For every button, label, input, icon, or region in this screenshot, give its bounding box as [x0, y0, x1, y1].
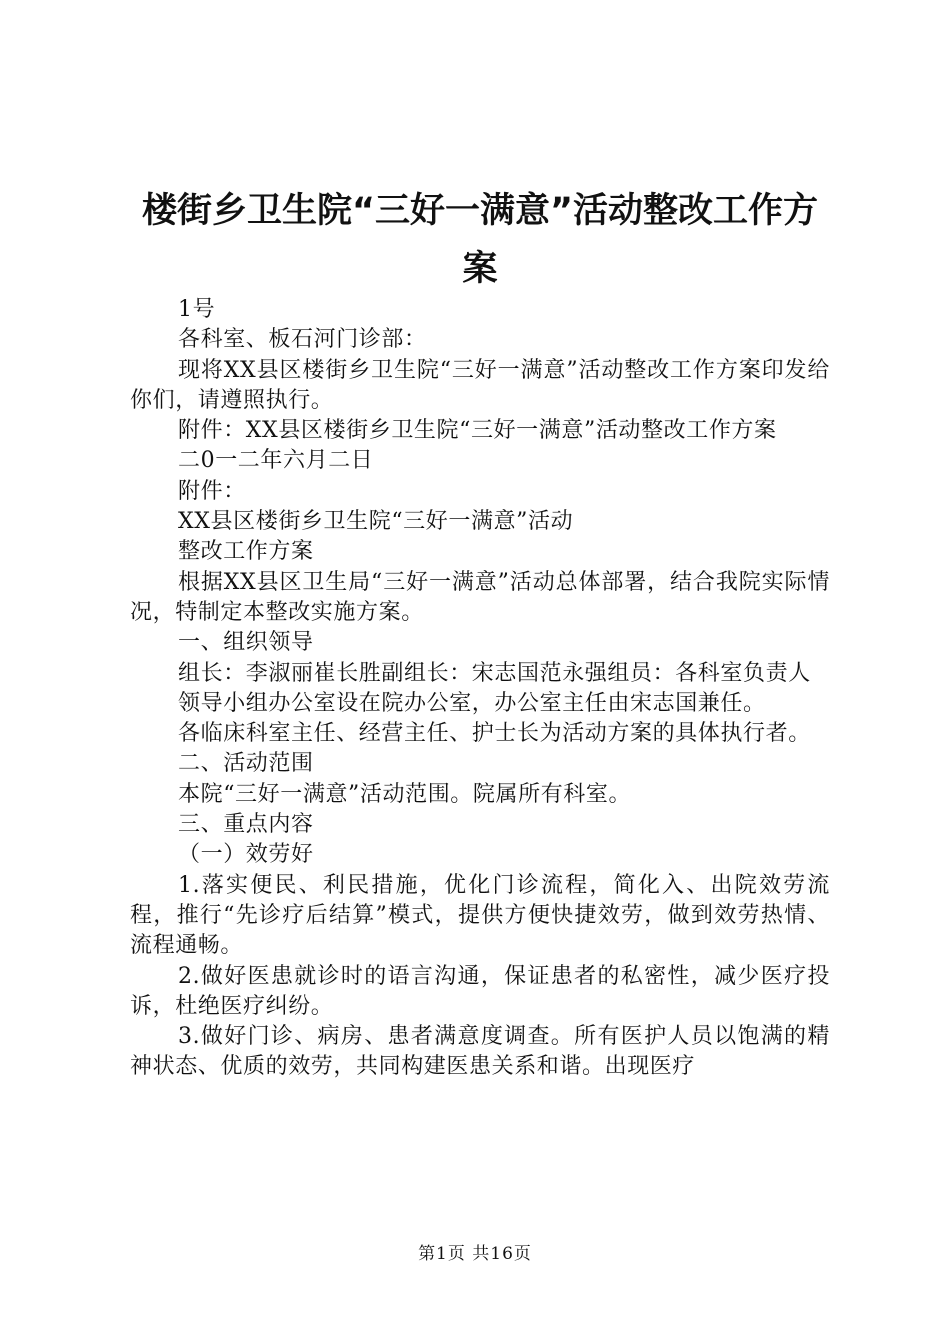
office-paragraph: 领导小组办公室设在院办公室，办公室主任由宋志国兼任。: [178, 690, 766, 716]
attachment-title-line-2: 整改工作方案: [178, 539, 314, 565]
section-heading-leadership: 一、组织领导: [178, 630, 314, 656]
leadership-members: 组长：李淑丽崔长胜副组长：宋志国范永强组员：各科室负责人: [178, 660, 811, 686]
attachment-title-line-1: XX县区楼街乡卫生院“三好一满意”活动: [178, 509, 574, 535]
executors-paragraph: 各临床科室主任、经营主任、护士长为活动方案的具体执行者。: [178, 721, 811, 747]
intro-paragraph: 根据XX县区卫生局“三好一满意”活动总体部署，结合我院实际情况，特制定本整改实施方案。: [130, 569, 830, 625]
attachment-line: 附件：XX县区楼街乡卫生院“三好一满意”活动整改工作方案: [178, 418, 777, 444]
notice-paragraph: 现将XX县区楼街乡卫生院“三好一满意”活动整改工作方案印发给你们，请遵照执行。: [130, 357, 830, 413]
document-title-line-2: 案: [462, 249, 498, 289]
page-footer: 第1页 共16页: [418, 1244, 532, 1264]
document-title-line-1: 楼街乡卫生院“三好一满意”活动整改工作方: [141, 191, 818, 231]
recipients: 各科室、板石河门诊部：: [178, 327, 427, 353]
section-heading-scope: 二、活动范围: [178, 751, 314, 777]
item-2: 2.做好医患就诊时的语言沟通，保证患者的私密性，减少医疗投诉，杜绝医疗纠纷。: [130, 963, 830, 1019]
section-heading-content: 三、重点内容: [178, 812, 314, 838]
item-1: 1.落实便民、利民措施，优化门诊流程，简化入、出院效劳流程，推行“先诊疗后结算”模式，提供方便快捷效劳，做到效劳热情、流程通畅。: [130, 872, 830, 959]
scope-paragraph: 本院“三好一满意”活动范围。院属所有科室。: [178, 781, 632, 807]
date-line: 二0一二年六月二日: [178, 448, 374, 474]
item-3: 3.做好门诊、病房、患者满意度调查。所有医护人员以饱满的精神状态、优质的效劳，共同构建医患关系和谐。出现医疗: [130, 1024, 830, 1080]
document-body: [130, 295, 830, 1083]
subsection-heading-service: （一）效劳好: [178, 842, 314, 868]
attachment-heading: 附件：: [178, 478, 246, 504]
doc-number: 1号: [178, 297, 216, 322]
